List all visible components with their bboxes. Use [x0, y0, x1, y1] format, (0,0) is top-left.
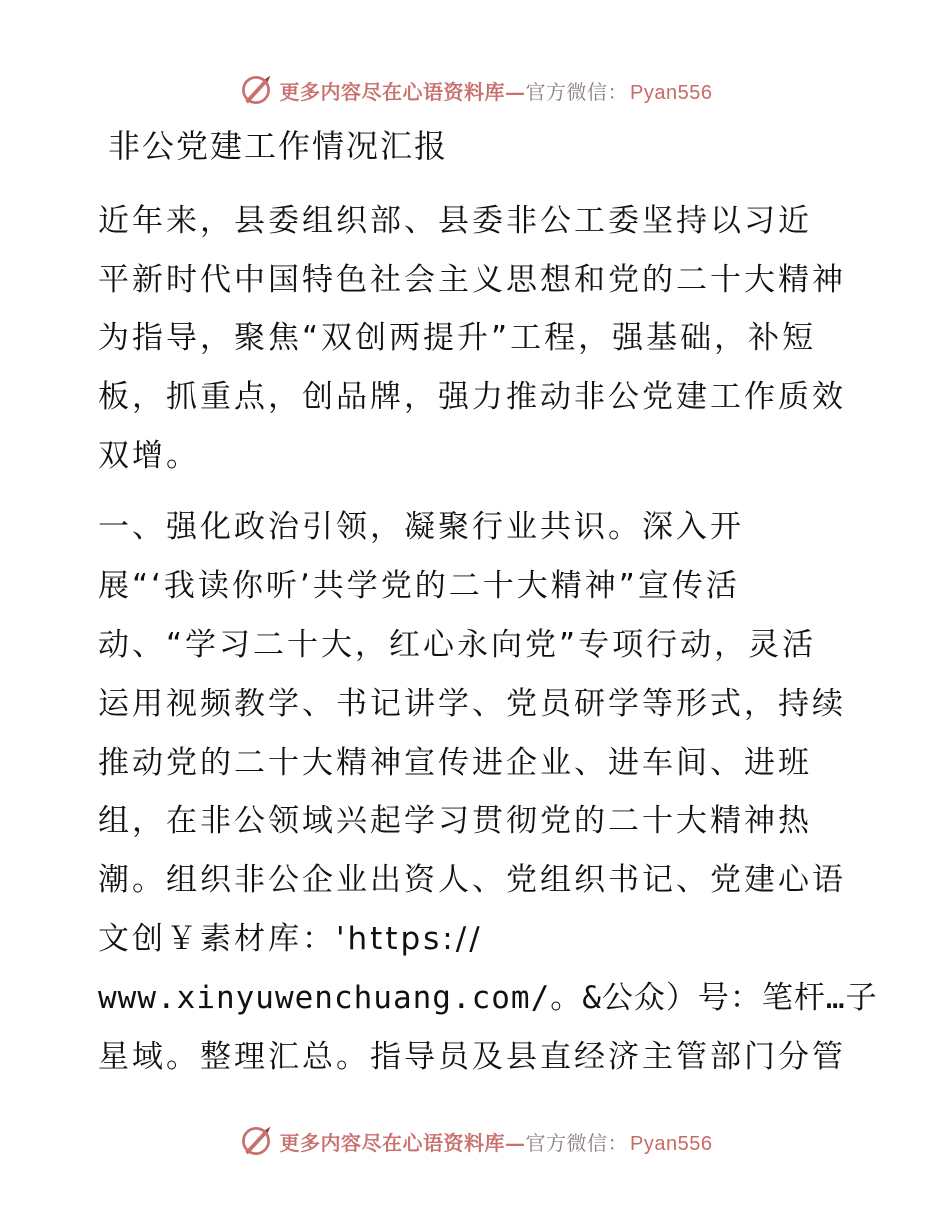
- watermark-wechat-id: Pyan556: [630, 1132, 713, 1155]
- footer-watermark: [0, 1121, 950, 1161]
- body-line: 双增。: [98, 438, 200, 474]
- watermark-text: [280, 76, 713, 105]
- body-line: 星域。整理汇总。指导员及县直经济主管部门分管: [98, 1039, 846, 1075]
- header-watermark: [0, 70, 950, 110]
- quill-pen-logo-icon: [238, 1123, 274, 1159]
- watermark-text: [280, 1127, 713, 1156]
- body-line: 推动党的二十大精神宣传进企业、进车间、进班: [98, 745, 812, 781]
- watermark-official-label: 官方微信：: [525, 79, 629, 104]
- watermark-separator: —: [505, 79, 526, 104]
- body-line: 近年来，县委组织部、县委非公工委坚持以习近: [98, 203, 812, 239]
- body-line: 板，抓重点，创品牌，强力推动非公党建工作质效: [98, 379, 846, 415]
- body-line: 运用视频教学、书记讲学、党员研学等形式，持续: [98, 686, 846, 722]
- quill-pen-logo-icon: [238, 72, 274, 108]
- watermark-brand: 更多内容尽在心语资料库: [279, 79, 506, 104]
- url-line: www.xinyuwenchuang.com/。&公众）号：笔杆…子: [98, 980, 878, 1016]
- body-line: 文创￥素材库：'https://: [98, 921, 483, 957]
- watermark-wechat-id: Pyan556: [630, 81, 713, 104]
- body-line: 展“‘我读你听’共学党的二十大精神”宣传活: [98, 568, 740, 604]
- watermark-official-label: 官方微信：: [525, 1130, 629, 1155]
- body-line: 平新时代中国特色社会主义思想和党的二十大精神: [98, 262, 846, 298]
- watermark-separator: —: [505, 1130, 526, 1155]
- body-line: 动、“学习二十大，红心永向党”专项行动，灵活: [98, 627, 817, 663]
- body-line: 组，在非公领域兴起学习贯彻党的二十大精神热: [98, 803, 812, 839]
- section-heading-line: 一、强化政治引领，凝聚行业共识。深入开: [98, 509, 744, 545]
- body-line: 为指导，聚焦“双创两提升”工程，强基础，补短: [98, 320, 817, 356]
- body-line: 潮。组织非公企业出资人、党组织书记、党建心语: [98, 862, 846, 898]
- watermark-brand: 更多内容尽在心语资料库: [279, 1130, 506, 1155]
- document-title: 非公党建工作情况汇报: [108, 127, 449, 165]
